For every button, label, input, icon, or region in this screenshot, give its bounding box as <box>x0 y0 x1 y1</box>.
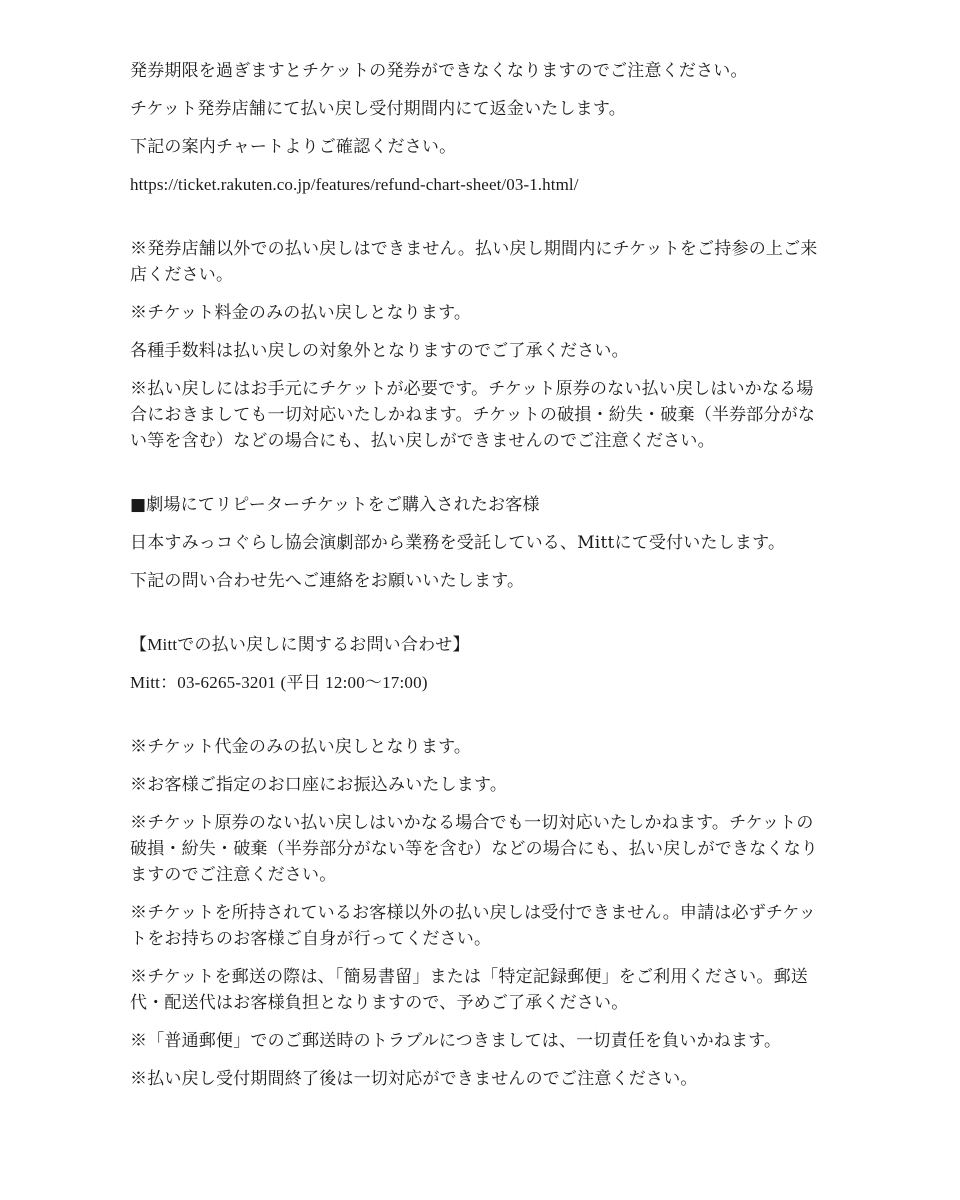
section-contact <box>130 632 830 696</box>
text-line: 下記の問い合わせ先へご連絡をお願いいたします。 <box>130 571 525 591</box>
note-item: 各種手数料は払い戻しの対象外となりますのでご了承ください。 <box>130 341 629 361</box>
text-line: 日本すみっコぐらし協会演劇部から業務を受託している、Mittにて受付いたします。 <box>130 533 786 553</box>
section-store-refund-notes <box>130 236 830 454</box>
contact-heading: 【Mittでの払い戻しに関するお問い合わせ】 <box>130 635 470 654</box>
note-item: ※チケットを所持されているお客様以外の払い戻しは受付できません。申請は必ずチケットをお持ちのお客様ご自身が行ってください。 <box>130 903 816 949</box>
spacer <box>130 210 830 236</box>
text-line: 下記の案内チャートよりご確認ください。 <box>130 137 457 157</box>
note-item: ※「普通郵便」でのご郵送時のトラブルにつきましては、一切責任を負いかねます。 <box>130 1031 782 1051</box>
note-item: ※チケット代金のみの払い戻しとなります。 <box>130 737 472 757</box>
note-item: ※払い戻しにはお手元にチケットが必要です。チケット原券のない払い戻しはいかなる場合におきましても一切対応いたしかねます。チケットの破損・紛失・破棄（半券部分がない等を含む）などの場合にも、払い戻しができませんのでご注意ください。 <box>130 379 816 451</box>
note-item: ※チケットを郵送の際は、「簡易書留」または「特定記録郵便」をご利用ください。郵送代・配送代はお客様負担となりますので、予めご了承ください。 <box>130 967 808 1013</box>
note-item: ※払い戻し受付期間終了後は一切対応ができませんのでご注意ください。 <box>130 1069 698 1089</box>
note-item: ※チケット料金のみの払い戻しとなります。 <box>130 303 472 323</box>
section-ticket-issuance <box>130 58 830 198</box>
section-mitt-refund-notes <box>130 734 830 1092</box>
text-line: チケット発券店舗にて払い戻し受付期間内にて返金いたします。 <box>130 99 626 119</box>
section-heading: ■劇場にてリピーターチケットをご購入されたお客様 <box>130 495 540 515</box>
contact-phone: Mitt：03-6265-3201 (平日 12:00〜17:00) <box>130 673 428 692</box>
note-item: ※お客様ご指定のお口座にお振込みいたします。 <box>130 775 508 795</box>
note-item: ※チケット原券のない払い戻しはいかなる場合でも一切対応いたしかねます。チケットの破損・紛失・破棄（半券部分がない等を含む）などの場合にも、払い戻しができなくなりますのでご注意ください。 <box>130 813 818 885</box>
spacer <box>130 606 830 632</box>
document-page <box>130 58 830 1104</box>
spacer <box>130 708 830 734</box>
refund-chart-url[interactable]: https://ticket.rakuten.co.jp/features/refund-chart-sheet/03-1.html/ <box>130 175 579 194</box>
section-repeater-ticket <box>130 492 830 594</box>
text-line: 発券期限を過ぎますとチケットの発券ができなくなりますのでご注意ください。 <box>130 61 748 81</box>
note-item: ※発券店舗以外での払い戻しはできません。払い戻し期間内にチケットをご持参の上ご来店ください。 <box>130 239 818 285</box>
spacer <box>130 466 830 492</box>
